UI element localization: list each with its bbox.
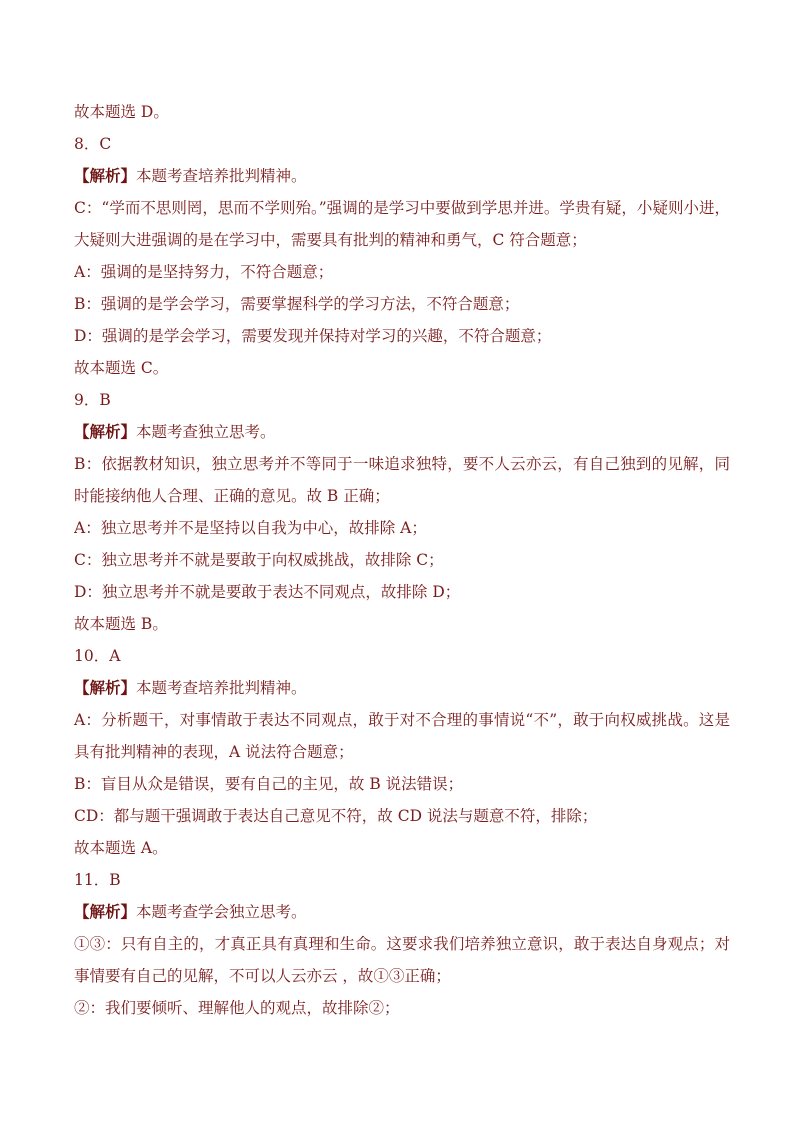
conclusion-line: 故本题选 C。 xyxy=(74,359,169,377)
explanation-line: A：独立思考并不是坚持以自我为中心，故排除 A； xyxy=(74,519,427,537)
answer-explanations xyxy=(74,96,730,1024)
explanation-paragraph: ①③：只有自主的，才真正具有真理和生命。这要求我们培养独立意识，敢于表达自身观点；对事情要有自己的见解，不可以人云亦云 ，故①③正确； xyxy=(74,935,730,985)
conclusion-line: 故本题选 B。 xyxy=(74,615,168,633)
conclusion-line: 故本题选 D。 xyxy=(74,103,169,121)
analysis-tag: 【解析】 xyxy=(74,902,137,921)
explanation-line: CD：都与题干强调敢于表达自己意见不符，故 CD 说法与题意不符，排除； xyxy=(74,807,598,825)
answer-heading-q11: 11．B xyxy=(74,871,121,889)
analysis-line xyxy=(74,416,730,448)
explanation-paragraph: C：“学而不思则罔，思而不学则殆。”强调的是学习中要做到学思并进。学贵有疑，小疑则小进，大疑则大进强调的是在学习中，需要具有批判的精神和勇气，C 符合题意； xyxy=(74,199,730,249)
explanation-paragraph: B：依据教材知识，独立思考并不等同于一味追求独特，要不人云亦云，有自己独到的见解，同时能接纳他人合理、正确的意见。故 B 正确； xyxy=(74,455,730,505)
answer-heading-q8: 8．C xyxy=(74,135,112,153)
explanation-line: ②：我们要倾听、理解他人的观点，故排除②； xyxy=(74,999,400,1017)
explanation-line: C：独立思考并不就是要敢于向权威挑战，故排除 C； xyxy=(74,551,444,569)
analysis-line xyxy=(74,672,730,704)
analysis-text: 本题考查独立思考。 xyxy=(136,423,276,441)
analysis-line xyxy=(74,160,730,192)
conclusion-line: 故本题选 A。 xyxy=(74,839,168,857)
answer-heading-q10: 10．A xyxy=(74,647,121,665)
explanation-paragraph: A：分析题干，对事情敢于表达不同观点，敢于对不合理的事情说“不”，敢于向权威挑战。这是具有批判精神的表现，A 说法符合题意； xyxy=(74,711,730,761)
analysis-tag: 【解析】 xyxy=(74,166,137,185)
answer-heading-q9: 9．B xyxy=(74,391,111,409)
explanation-line: B：盲目从众是错误，要有自己的主见，故 B 说法错误； xyxy=(74,775,464,793)
analysis-tag: 【解析】 xyxy=(74,422,137,441)
explanation-line: A：强调的是坚持努力，不符合题意； xyxy=(74,263,334,281)
explanation-line: B：强调的是学会学习，需要掌握科学的学习方法，不符合题意； xyxy=(74,295,520,313)
analysis-text: 本题考查培养批判精神。 xyxy=(136,679,307,697)
analysis-text: 本题考查学会独立思考。 xyxy=(136,903,307,921)
analysis-text: 本题考查培养批判精神。 xyxy=(136,167,307,185)
explanation-line: D：独立思考并不就是要敢于表达不同观点，故排除 D； xyxy=(74,583,461,601)
explanation-line: D：强调的是学会学习，需要发现并保持对学习的兴趣，不符合题意； xyxy=(74,327,552,345)
analysis-line xyxy=(74,896,730,928)
analysis-tag: 【解析】 xyxy=(74,678,137,697)
